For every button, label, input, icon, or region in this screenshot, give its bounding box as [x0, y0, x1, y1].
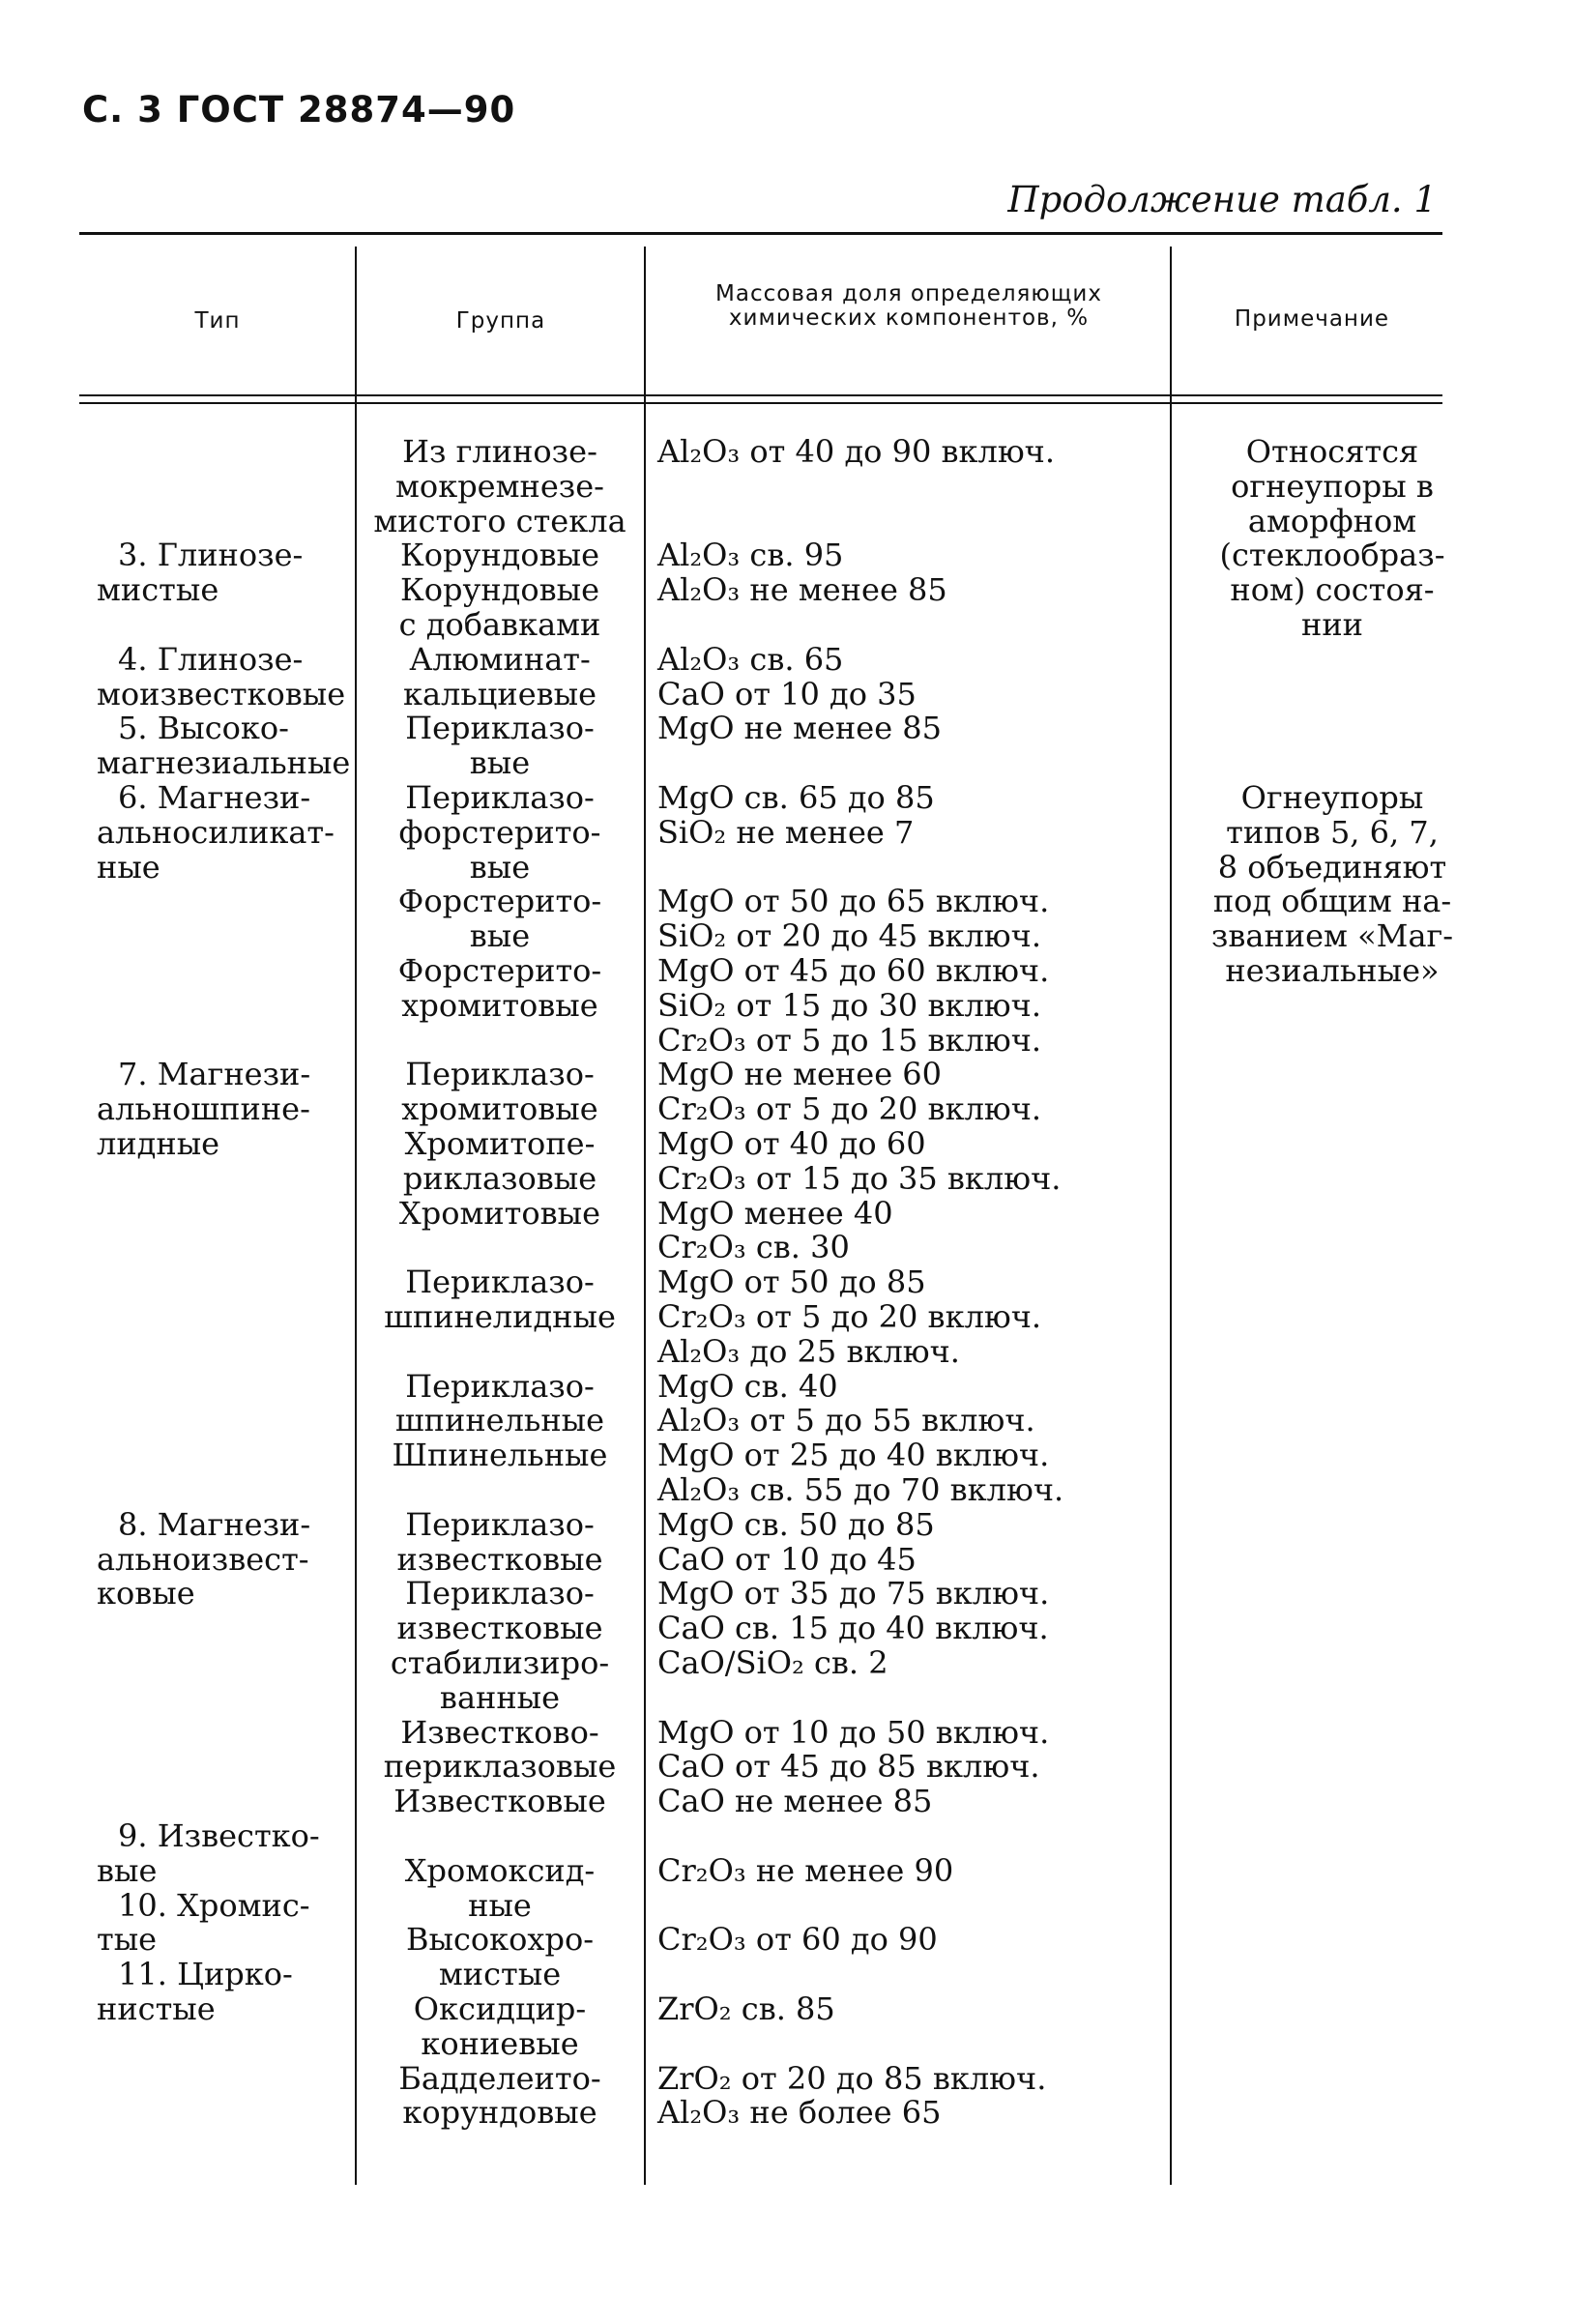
column-header-note: Примечание [1234, 306, 1390, 332]
content-cell-line: Cr₂O₃ от 5 до 20 включ. [657, 1297, 1042, 1335]
group-cell-line: Форстерито- [397, 952, 602, 989]
column-header-content: Массовая доля определяющих химических компонентов, % [715, 281, 1102, 332]
type-cell [97, 538, 338, 608]
type-cell-line: 6. Магнези- [118, 779, 311, 816]
content-cell-line: Cr₂O₃ св. 30 [657, 1229, 850, 1266]
type-cell-line: моизвестковые [97, 675, 346, 712]
group-cell-line: ные [468, 1886, 532, 1924]
content-cell [657, 435, 1175, 470]
group-cell-line: Периклазо- [405, 1056, 595, 1093]
type-cell-line: 7. Магнези- [118, 1056, 311, 1093]
group-cell [360, 1367, 640, 1439]
content-cell-line: CaO св. 15 до 40 включ. [657, 1610, 1049, 1647]
group-cell-line: Бадделеито- [398, 2059, 601, 2097]
content-cell-line: MgO менее 40 [657, 1194, 893, 1232]
type-cell-line: 3. Глинозе- [118, 537, 304, 574]
content-cell [657, 1785, 1175, 1819]
table-continuation-label: Продолжение табл. 1 [1007, 179, 1437, 220]
content-cell [657, 1058, 1175, 1127]
note-cell-line: (стеклообраз- [1219, 537, 1445, 574]
note-cell-line: под общим на- [1212, 883, 1452, 920]
group-cell [360, 1194, 640, 1232]
group-cell-line: стабилизиро- [390, 1643, 610, 1681]
column-header-group: Группа [455, 308, 546, 334]
note-cell-line: 8 объединяют [1217, 848, 1447, 886]
group-cell-line: хромитовые [401, 986, 598, 1024]
note-cell-line: огнеупоры в [1231, 467, 1434, 505]
group-cell [360, 1577, 640, 1715]
group-cell [360, 1713, 640, 1786]
content-cell-line: Cr₂O₃ от 60 до 90 [657, 1921, 938, 1959]
content-cell-line: Al₂O₃ от 5 до 55 включ. [657, 1402, 1035, 1439]
note-cell [1178, 435, 1487, 643]
type-cell-line: альноизвест- [97, 1540, 309, 1578]
group-cell-line: Известково- [400, 1713, 599, 1751]
group-cell-line: ванные [439, 1678, 561, 1716]
type-cell [97, 710, 351, 782]
note-cell-line: Относятся [1245, 433, 1419, 470]
content-cell [657, 781, 1175, 851]
content-cell-line: MgO св. 40 [657, 1367, 838, 1405]
type-cell [97, 1058, 338, 1161]
type-cell-line: мистые [97, 571, 219, 609]
content-cell-line: MgO от 35 до 75 включ. [657, 1575, 1050, 1612]
content-cell-line: CaO от 45 до 85 включ. [657, 1748, 1040, 1786]
type-cell [97, 1819, 338, 1889]
content-cell [657, 538, 1175, 573]
group-cell [360, 1851, 640, 1924]
type-cell-line: 8. Магнези- [118, 1505, 311, 1543]
type-cell [97, 640, 346, 712]
content-cell [657, 1713, 1175, 1786]
group-cell [360, 435, 640, 538]
content-cell-line: MgO от 40 до 60 [657, 1125, 926, 1162]
content-cell [657, 1265, 1175, 1369]
type-cell-line: ковые [97, 1575, 195, 1612]
content-cell-line: Al₂O₃ от 40 до 90 включ. [657, 433, 1055, 470]
content-cell-line: MgO св. 50 до 85 [657, 1505, 935, 1543]
group-cell [360, 781, 640, 885]
group-cell-line: вые [469, 744, 531, 782]
group-cell-line: Периклазо- [405, 1367, 595, 1405]
type-cell-line: вые [97, 1851, 158, 1889]
group-cell [360, 1438, 640, 1473]
content-cell [657, 1127, 1175, 1197]
type-cell-line: магнезиальные [97, 744, 351, 782]
content-cell-line: CaO/SiO₂ св. 2 [657, 1643, 888, 1681]
group-cell-line: Оксидцир- [413, 1990, 587, 2027]
group-cell-line: Известковые [393, 1783, 606, 1820]
column-divider-1 [355, 247, 357, 2185]
group-cell [360, 954, 640, 1024]
content-cell-line: SiO₂ от 15 до 30 включ. [657, 986, 1041, 1024]
content-cell-line: CaO от 10 до 45 [657, 1540, 917, 1578]
content-cell-line: MgO от 50 до 65 включ. [657, 883, 1050, 920]
type-cell-line: 5. Высоко- [118, 710, 289, 747]
content-cell-line: Al₂O₃ св. 95 [657, 537, 844, 574]
type-cell-line: альношпине- [97, 1090, 310, 1128]
note-cell-line: званием «Маг- [1210, 917, 1454, 955]
content-cell-line: MgO от 45 до 60 включ. [657, 952, 1050, 989]
content-cell-line: Al₂O₃ не более 65 [657, 2094, 942, 2132]
type-cell-line: альносиликат- [97, 813, 335, 851]
header-bottom-rule-double [79, 402, 1442, 404]
type-cell [97, 781, 338, 885]
group-cell-line: шпинельные [394, 1402, 605, 1439]
content-cell-line: SiO₂ от 20 до 45 включ. [657, 917, 1041, 955]
group-cell-line: Хромоксид- [404, 1851, 596, 1889]
content-cell [657, 1923, 1175, 1958]
content-cell [657, 1505, 1175, 1578]
content-cell-line: Al₂O₃ до 25 включ. [657, 1332, 960, 1370]
note-cell-line: Огнеупоры [1240, 779, 1424, 816]
content-cell-line: MgO от 10 до 50 включ. [657, 1713, 1050, 1751]
content-cell-line: Al₂O₃ св. 65 [657, 640, 844, 678]
content-cell [657, 1992, 1175, 2027]
type-cell-line: 9. Известко- [118, 1817, 320, 1854]
group-cell [360, 1058, 640, 1127]
content-cell-line: Cr₂O₃ от 15 до 35 включ. [657, 1159, 1062, 1197]
group-cell [360, 712, 640, 781]
content-cell-line: CaO от 10 до 35 [657, 675, 917, 712]
group-cell-line: Шпинельные [392, 1437, 608, 1474]
group-cell-line: Из глинозе- [402, 433, 597, 470]
content-cell [657, 1851, 1175, 1889]
type-cell-line: 10. Хромис- [118, 1886, 310, 1924]
type-cell [97, 1958, 338, 2027]
content-cell-line: Al₂O₃ св. 55 до 70 включ. [657, 1470, 1064, 1508]
type-cell-line: лидные [97, 1124, 220, 1162]
group-cell-line: Периклазо- [405, 1575, 595, 1612]
group-cell-line: риклазовые [402, 1159, 597, 1197]
group-cell-line: Периклазо- [405, 779, 595, 816]
type-cell [97, 1886, 338, 1959]
group-cell-line: Периклазо- [405, 710, 595, 747]
content-cell-line: Cr₂O₃ от 5 до 20 включ. [657, 1090, 1042, 1128]
content-cell-line: CaO не менее 85 [657, 1783, 933, 1820]
content-cell-line: SiO₂ не менее 7 [657, 813, 915, 851]
group-cell [360, 1265, 640, 1335]
content-cell [657, 1577, 1175, 1680]
group-cell-line: известковые [396, 1540, 603, 1578]
content-cell [657, 1367, 1175, 1439]
note-cell-line: аморфном [1247, 502, 1417, 539]
group-cell-line: форстерито- [398, 813, 601, 851]
content-cell-line: Al₂O₃ не менее 85 [657, 571, 947, 609]
content-cell [657, 573, 1175, 608]
content-cell-line: MgO от 50 до 85 [657, 1264, 926, 1301]
group-cell [360, 1992, 640, 2062]
column-divider-2 [644, 247, 646, 2185]
group-cell [360, 1923, 640, 1992]
content-cell-line: MgO не менее 85 [657, 710, 943, 747]
group-cell [360, 1785, 640, 1819]
type-cell-line: тые [97, 1921, 158, 1959]
group-cell-line: Периклазо- [405, 1505, 595, 1543]
group-cell-line: кальциевые [402, 675, 597, 712]
content-cell-line: MgO от 25 до 40 включ. [657, 1437, 1050, 1474]
group-cell-line: мистые [438, 1956, 562, 1993]
group-cell-line: Высокохро- [405, 1921, 595, 1959]
content-cell [657, 885, 1175, 954]
group-cell-line: мистого стекла [373, 502, 626, 539]
type-cell-line: ные [97, 848, 160, 886]
content-cell-line: Cr₂O₃ от 5 до 15 включ. [657, 1021, 1042, 1059]
type-cell [97, 1505, 338, 1612]
group-cell-line: Форстерито- [397, 883, 602, 920]
content-cell [657, 1194, 1175, 1266]
note-cell-line: нии [1301, 605, 1363, 643]
group-cell-line: Корундовые [399, 571, 600, 609]
content-cell [657, 1438, 1175, 1508]
type-cell-line: нистые [97, 1990, 216, 2027]
group-cell-line: Периклазо- [405, 1264, 595, 1301]
group-cell-line: известковые [396, 1610, 603, 1647]
group-cell-line: периклазовые [383, 1748, 617, 1786]
content-cell-line: MgO не менее 60 [657, 1056, 943, 1093]
content-cell [657, 2059, 1175, 2132]
column-header-type: Тип [194, 308, 241, 334]
group-cell-line: Алюминат- [409, 640, 591, 678]
content-cell [657, 712, 1175, 746]
type-cell-line: 4. Глинозе- [118, 640, 304, 678]
header-bottom-rule [79, 394, 1442, 396]
group-cell-line: Корундовые [399, 537, 600, 574]
type-cell-line: 11. Цирко- [118, 1956, 293, 1993]
group-cell-line: хромитовые [401, 1090, 598, 1128]
content-cell-line: ZrO₂ от 20 до 85 включ. [657, 2059, 1047, 2097]
group-cell [360, 1505, 640, 1578]
group-cell-line: с добавками [398, 605, 601, 643]
group-cell-line: вые [469, 848, 531, 886]
group-cell [360, 1127, 640, 1197]
note-cell-line: незиальные» [1225, 951, 1440, 989]
table-top-rule [79, 232, 1442, 235]
note-cell-line: типов 5, 6, 7, [1226, 813, 1439, 851]
group-cell-line: Хромитовые [398, 1194, 601, 1232]
note-cell [1178, 781, 1487, 989]
group-cell-line: кониевые [421, 2024, 579, 2062]
group-cell [360, 573, 640, 643]
page-header: С. 3 ГОСТ 28874—90 [82, 89, 516, 131]
content-cell-line: Cr₂O₃ не менее 90 [657, 1851, 954, 1889]
group-cell [360, 885, 640, 954]
group-cell-line: корундовые [402, 2094, 597, 2132]
group-cell [360, 640, 640, 712]
note-cell-line: ном) состоя- [1230, 571, 1435, 609]
group-cell-line: мокремнезе- [395, 467, 604, 505]
content-cell-line: MgO св. 65 до 85 [657, 779, 935, 816]
group-cell [360, 2059, 640, 2132]
group-cell-line: Хромитопе- [404, 1125, 596, 1162]
group-cell [360, 538, 640, 573]
group-cell-line: вые [469, 917, 531, 955]
content-cell [657, 640, 1175, 712]
content-cell [657, 954, 1175, 1058]
content-cell-line: ZrO₂ св. 85 [657, 1990, 835, 2027]
group-cell-line: шпинелидные [384, 1297, 616, 1335]
